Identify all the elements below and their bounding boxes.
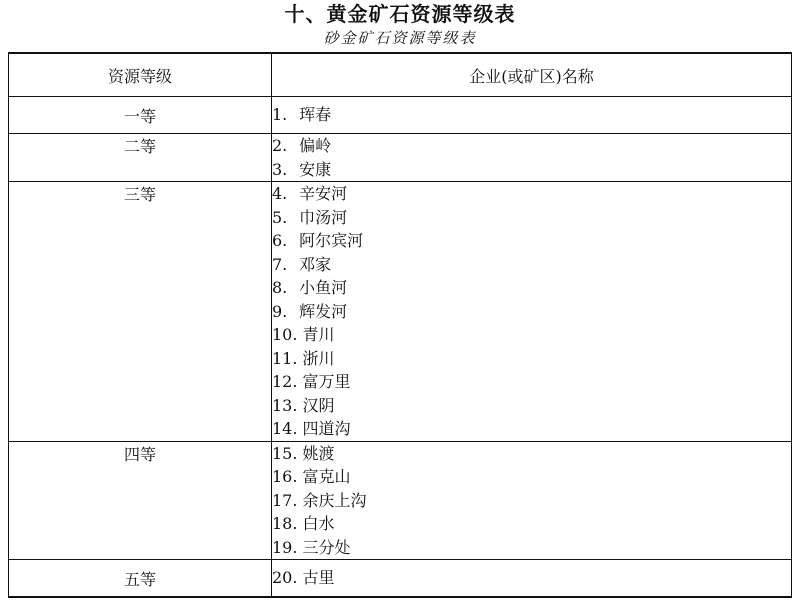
list-item — [272, 323, 791, 347]
list-item — [272, 253, 791, 277]
item-number: 19. — [272, 537, 298, 557]
list-item — [272, 417, 791, 441]
table-row — [9, 134, 792, 182]
item-name: 辉发河 — [299, 301, 348, 321]
item-number: 18. — [272, 514, 298, 533]
page-title: 十、黄金矿石资源等级表 — [284, 2, 516, 26]
item-name: 白水 — [302, 514, 335, 533]
names-cell — [272, 97, 792, 134]
item-name: 富克山 — [302, 467, 351, 486]
list-item — [272, 465, 791, 489]
list-item — [272, 300, 791, 324]
list-item — [272, 158, 791, 182]
item-name: 四道沟 — [302, 419, 351, 438]
table-row — [9, 560, 792, 598]
list-item — [272, 370, 791, 394]
item-number: 6. — [272, 231, 288, 250]
list-item — [272, 394, 791, 418]
item-number: 1. — [272, 105, 288, 125]
item-number: 16. — [272, 467, 298, 486]
item-number: 14. — [272, 419, 298, 438]
list-item — [272, 182, 791, 206]
grade-cell: 五等 — [9, 560, 272, 598]
names-cell — [272, 134, 792, 182]
item-number: 7. — [272, 254, 288, 274]
item-name: 浙川 — [302, 348, 335, 368]
grade-cell: 一等 — [9, 97, 272, 134]
item-number: 11. — [272, 348, 298, 368]
item-number: 12. — [272, 372, 298, 391]
grade-cell: 二等 — [9, 134, 272, 182]
item-name: 安康 — [299, 159, 332, 179]
grade-cell: 四等 — [9, 441, 272, 560]
names-cell — [272, 560, 792, 598]
item-name: 珲春 — [299, 105, 332, 125]
list-item — [272, 103, 791, 127]
item-name: 古里 — [302, 568, 335, 588]
list-item — [272, 276, 791, 300]
table-row — [9, 182, 792, 442]
grade-cell: 三等 — [9, 182, 272, 442]
item-name: 姚渡 — [302, 443, 335, 463]
item-number: 10. — [272, 325, 298, 344]
list-item — [272, 442, 791, 466]
list-item — [272, 489, 791, 513]
item-name: 余庆上沟 — [302, 490, 367, 510]
table-row — [9, 97, 792, 134]
list-item — [272, 347, 791, 371]
item-name: 辛安河 — [299, 184, 348, 203]
item-number: 20. — [272, 568, 298, 588]
item-number: 15. — [272, 443, 298, 463]
item-number: 2. — [272, 136, 288, 155]
item-name: 邓家 — [299, 254, 332, 274]
table-body — [9, 97, 792, 598]
item-name: 阿尔宾河 — [299, 231, 364, 250]
item-number: 5. — [272, 207, 288, 227]
resource-grade-table — [8, 52, 792, 598]
item-number: 3. — [272, 159, 288, 179]
item-number: 8. — [272, 278, 288, 297]
names-cell — [272, 441, 792, 560]
item-number: 17. — [272, 490, 298, 510]
list-item — [272, 536, 791, 560]
list-item — [272, 134, 791, 158]
table-header-row — [9, 53, 792, 97]
header-enterprise-name: 企业(或矿区)名称 — [272, 53, 792, 97]
table-subtitle: 砂金矿石资源等级表 — [323, 29, 477, 47]
list-item — [272, 229, 791, 253]
item-number: 13. — [272, 395, 298, 415]
item-name: 偏岭 — [299, 136, 332, 155]
item-name: 三分处 — [302, 537, 351, 557]
list-item — [272, 206, 791, 230]
table-row — [9, 441, 792, 560]
item-name: 汉阴 — [302, 395, 335, 415]
item-name: 富万里 — [302, 372, 351, 391]
list-item — [272, 566, 791, 590]
item-name: 小鱼河 — [299, 278, 348, 297]
header-resource-grade: 资源等级 — [9, 53, 272, 97]
item-name: 巾汤河 — [299, 207, 348, 227]
item-number: 4. — [272, 184, 288, 203]
list-item — [272, 512, 791, 536]
names-cell — [272, 182, 792, 442]
item-name: 青川 — [302, 325, 335, 344]
item-number: 9. — [272, 301, 288, 321]
